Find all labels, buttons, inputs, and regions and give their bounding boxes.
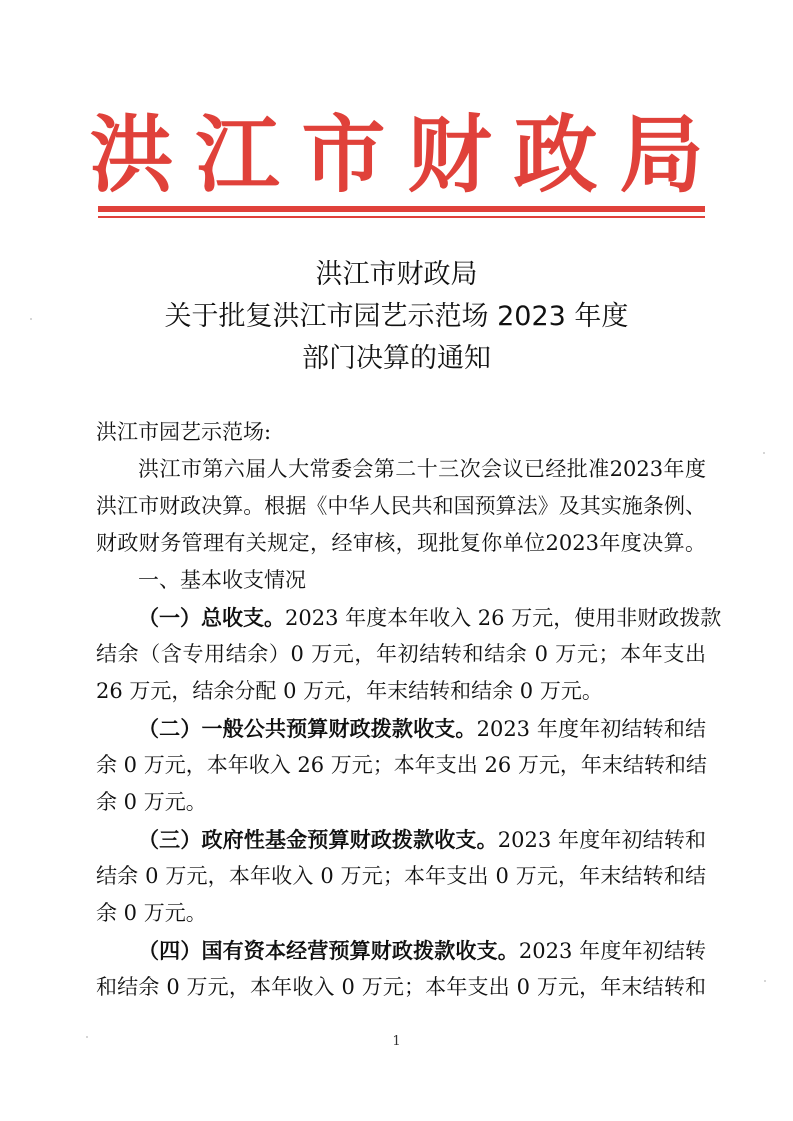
intro-line-1: 洪江市第六届人大常委会第二十三次会议已经批准2023年度 — [138, 457, 706, 481]
document-title — [0, 254, 793, 380]
item-1-text: 2023 年度本年收入 26 万元，使用非财政拨款 — [285, 606, 722, 630]
intro-line-2: 洪江市财政决算。根据《中华人民共和国预算法》及其实施条例、 — [96, 494, 706, 518]
item-3-heading: （三）政府性基金预算财政拨款收支。 — [138, 827, 498, 852]
title-line-3: 部门决算的通知 — [302, 343, 491, 374]
masthead: 洪江市财政局 — [89, 105, 726, 204]
salutation: 洪江市园艺示范场: — [96, 420, 272, 444]
item-2-heading: （二）一般公共预算财政拨款收支。 — [138, 716, 477, 741]
item-2-line-1 — [96, 710, 706, 747]
item-2-line-3: 余 0 万元。 — [96, 790, 207, 814]
item-4-line-1 — [96, 932, 706, 969]
item-2-text: 2023 年度年初结转和结 — [476, 717, 707, 741]
masthead-rule-thin — [98, 216, 705, 218]
scan-speck — [764, 980, 766, 982]
item-1-line-3: 26 万元，结余分配 0 万元，年末结转和结余 0 万元。 — [96, 679, 603, 703]
section-heading-basic: 一、基本收支情况 — [138, 568, 306, 592]
item-4-line-2: 和结余 0 万元，本年收入 0 万元；本年支出 0 万元，年末结转和 — [96, 975, 706, 999]
page-number: 1 — [392, 1034, 401, 1049]
item-4-text: 2023 年度年初结转 — [518, 939, 706, 963]
title-line-1: 洪江市财政局 — [315, 259, 478, 290]
intro-line-3: 财政财务管理有关规定，经审核，现批复你单位2023年度决算。 — [96, 531, 706, 555]
item-3-line-3: 余 0 万元。 — [96, 901, 207, 925]
title-line-2: 关于批复洪江市园艺示范场 2023 年度 — [164, 301, 629, 332]
scan-speck — [86, 1036, 88, 1038]
item-3-text: 2023 年度年初结转和 — [497, 828, 706, 852]
item-3-line-2: 结余 0 万元，本年收入 0 万元；本年支出 0 万元，年末结转和结 — [96, 864, 706, 888]
item-4-heading: （四）国有资本经营预算财政拨款收支。 — [138, 938, 519, 963]
item-3-line-1 — [96, 821, 706, 858]
item-2-line-2: 余 0 万元，本年收入 26 万元；本年支出 26 万元，年末结转和结 — [96, 753, 707, 777]
scan-speck — [763, 452, 765, 454]
document-body — [96, 414, 722, 1006]
item-1-heading: （一）总收支。 — [138, 605, 285, 630]
masthead-rule-thick — [98, 206, 705, 212]
item-1-line-1 — [96, 599, 722, 636]
item-1-line-2: 结余（含专用结余）0 万元，年初结转和结余 0 万元；本年支出 — [96, 642, 706, 666]
scan-speck — [30, 318, 32, 320]
